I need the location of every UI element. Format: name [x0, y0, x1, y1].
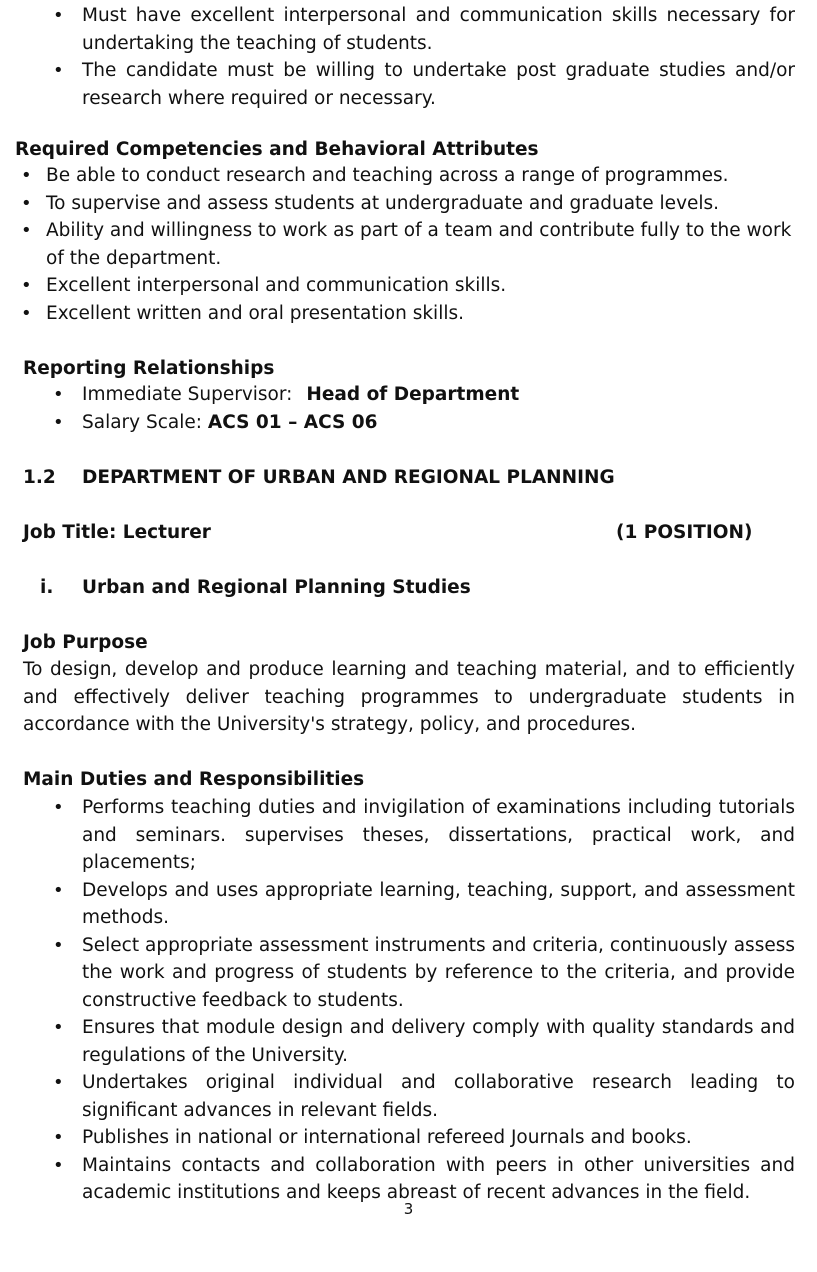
bullet-icon: • — [53, 1127, 64, 1148]
section-heading: Required Competencies and Behavioral Attributes — [15, 139, 539, 160]
bullet-icon: • — [21, 220, 32, 241]
job-title: Job Title: Lecturer — [23, 522, 211, 543]
bullet-icon: • — [53, 879, 64, 901]
department-title: DEPARTMENT OF URBAN AND REGIONAL PLANNING — [82, 467, 615, 488]
bullet-icon: • — [53, 1017, 64, 1038]
list-item: • Maintains contacts and collaboration with peers in other universities and academic institutions and keeps abreast of recent advances in the field. — [82, 1152, 795, 1207]
bullet-icon: • — [53, 1154, 64, 1176]
bullet-icon: • — [21, 192, 32, 214]
position-count: (1 POSITION) — [616, 522, 753, 543]
qualifications-list — [53, 2, 795, 112]
bullet-icon: • — [21, 165, 32, 186]
sub-section-title: Urban and Regional Planning Studies — [82, 577, 471, 598]
salary-label: Salary Scale: — [82, 411, 202, 433]
bullet-icon: • — [21, 275, 32, 296]
list-item: • The candidate must be willing to undertake post graduate studies and/or research where required or necessary. — [82, 57, 795, 112]
list-item: • Publishes in national or international refereed Journals and books. — [82, 1124, 795, 1152]
supervisor-label: Immediate Supervisor: — [82, 384, 293, 405]
section-heading: Job Purpose — [23, 632, 148, 653]
list-item: • Performs teaching duties and invigilation of examinations including tutorials and seminars. supervises theses, dissertations, practical work, and placements; — [82, 794, 795, 877]
competencies-list — [21, 162, 795, 327]
reporting-list — [53, 381, 682, 436]
list-item: • Excellent interpersonal and communication skills. — [46, 272, 795, 300]
duties-list — [53, 794, 795, 1207]
list-item: • Develops and uses appropriate learning, teaching, support, and assessment methods. — [82, 877, 795, 932]
list-item: • Ability and willingness to work as part of a team and contribute fully to the work of the department. — [46, 217, 795, 272]
bullet-icon: • — [53, 934, 64, 956]
job-purpose-text: To design, develop and produce learning and teaching material, and to efficiently and effectively deliver teaching programmes to undergraduate students in accordance with the University's strategy, policy, and procedures. — [23, 659, 795, 735]
page-number: 3 — [403, 1200, 414, 1218]
supervisor-value: Head of Department — [306, 384, 520, 405]
section-number: 1.2 — [23, 467, 56, 488]
bullet-icon: • — [53, 797, 64, 818]
bullet-icon: • — [21, 302, 32, 324]
list-item: • To supervise and assess students at undergraduate and graduate levels. — [46, 190, 795, 218]
section-heading: Reporting Relationships — [23, 358, 275, 379]
list-item: • Undertakes original individual and collaborative research leading to significant advances in relevant fields. — [82, 1069, 795, 1124]
list-item: • Ensures that module design and delivery comply with quality standards and regulations of the University. — [82, 1014, 795, 1069]
bullet-icon: • — [53, 411, 64, 433]
bullet-icon: • — [53, 1072, 64, 1093]
bullet-icon: • — [53, 60, 64, 81]
sub-section-number: i. — [40, 577, 54, 598]
department-heading — [23, 464, 615, 491]
salary-value: ACS 01 – ACS 06 — [207, 411, 378, 433]
bullet-icon: • — [53, 5, 64, 26]
list-item: • Be able to conduct research and teaching across a range of programmes. — [46, 162, 795, 190]
list-item: • Must have excellent interpersonal and communication skills necessary for undertaking the teaching of students. — [82, 2, 795, 57]
sub-section-heading — [40, 574, 471, 601]
bullet-icon: • — [53, 384, 64, 405]
list-item: • Excellent written and oral presentation skills. — [46, 300, 795, 328]
list-item: • Select appropriate assessment instruments and criteria, continuously assess the work and progress of students by reference to the criteria, and provide constructive feedback to students. — [82, 932, 795, 1015]
section-heading: Main Duties and Responsibilities — [23, 769, 365, 790]
list-item — [53, 409, 682, 437]
list-item — [53, 381, 682, 409]
